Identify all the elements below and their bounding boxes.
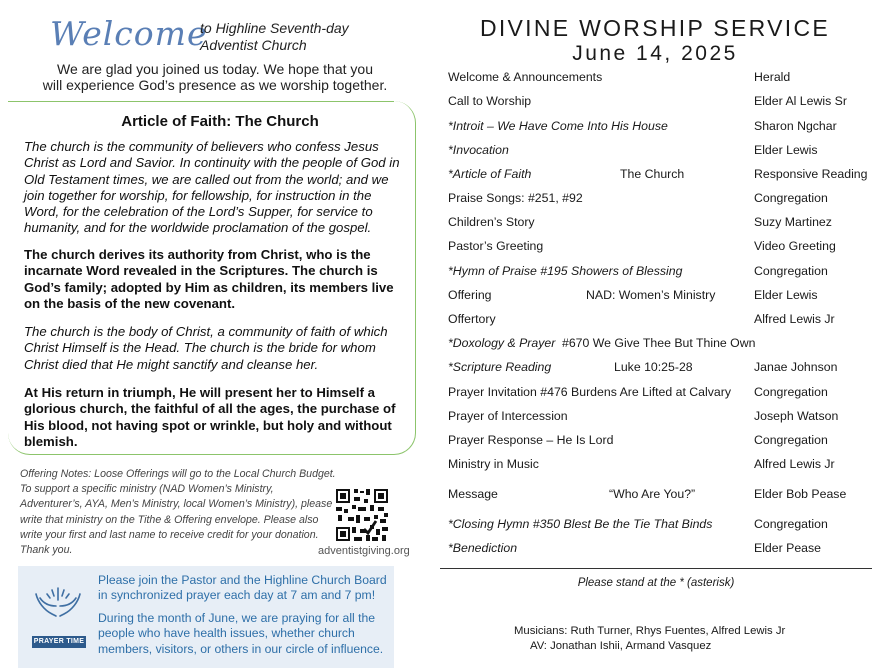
service-detail: Luke 10:25-28 xyxy=(614,360,693,374)
service-leader: Alfred Lewis Jr xyxy=(754,457,835,471)
service-leader: Janae Johnson xyxy=(754,360,838,374)
service-item: Offertory xyxy=(448,312,496,326)
prayer-paragraph-1: Please join the Pastor and the Highline Church Board in synchronized prayer each day at 7 am and 7 pm! xyxy=(98,573,387,603)
service-row xyxy=(448,336,873,354)
service-row xyxy=(448,167,873,185)
service-item: *Scripture Reading xyxy=(448,360,552,374)
service-leader: Elder Lewis xyxy=(754,143,818,157)
service-leader: Video Greeting xyxy=(754,239,836,253)
service-leader: Herald xyxy=(754,70,791,84)
service-row xyxy=(448,541,873,559)
service-row xyxy=(448,385,873,403)
service-row xyxy=(448,239,873,257)
welcome-message xyxy=(20,61,410,93)
service-row xyxy=(448,215,873,233)
service-item: Praise Songs: #251, #92 xyxy=(448,191,583,205)
service-leader: Congregation xyxy=(754,433,828,447)
service-row xyxy=(448,191,873,209)
service-item: *Introit – We Have Come Into His House xyxy=(448,119,668,133)
service-leader: Elder Bob Pease xyxy=(754,487,847,501)
service-item: Ministry in Music xyxy=(448,457,539,471)
service-item: Children’s Story xyxy=(448,215,535,229)
service-leader: Elder Lewis xyxy=(754,288,818,302)
service-leader: Joseph Watson xyxy=(754,409,839,423)
service-item: Prayer Invitation #476 Burdens Are Lifted at Calvary xyxy=(448,385,731,399)
service-leader: Suzy Martinez xyxy=(754,215,832,229)
service-leader: Congregation xyxy=(754,385,828,399)
service-row xyxy=(448,143,873,161)
service-row xyxy=(448,94,873,112)
service-item: *Benediction xyxy=(448,541,518,555)
giving-url[interactable]: adventistgiving.org xyxy=(318,545,410,557)
service-row xyxy=(448,312,873,330)
divider xyxy=(440,568,872,569)
service-row xyxy=(448,487,873,505)
article-title: Article of Faith: The Church xyxy=(121,113,319,130)
service-row xyxy=(448,288,873,306)
prayer-paragraph-2: During the month of June, we are praying for all the people who have health issues, whether church members, visitors, or others in our circle of influence. xyxy=(98,611,384,656)
prayer-time-badge: PRAYER TIME xyxy=(32,636,86,648)
service-item: Call to Worship xyxy=(448,94,532,108)
service-item: *Article of Faith xyxy=(448,167,532,181)
service-title: DIVINE WORSHIP SERVICE xyxy=(479,15,831,41)
service-item: Message xyxy=(448,487,498,501)
service-leader: Alfred Lewis Jr xyxy=(754,312,835,326)
welcome-subtitle-line1: to Highline Seventh-day xyxy=(200,20,349,36)
service-item: Welcome & Announcements xyxy=(448,70,603,84)
service-leader: Sharon Ngchar xyxy=(754,119,837,133)
service-item: *Hymn of Praise #195 Showers of Blessing xyxy=(448,264,683,278)
article-paragraph-4: At His return in triumph, He will present her to Himself a glorious church, the faithful of all the ages, the purchase of His blood, not having spot or wrinkle, but holy and without blemish. xyxy=(24,385,396,449)
service-detail: #670 We Give Thee But Thine Own xyxy=(562,336,756,350)
service-detail: NAD: Women’s Ministry xyxy=(586,288,716,302)
service-detail: “Who Are You?” xyxy=(609,487,696,501)
service-row xyxy=(448,70,873,88)
service-row xyxy=(448,457,873,475)
service-item: *Doxology & Prayer xyxy=(448,336,556,350)
welcome-subtitle xyxy=(200,20,349,54)
service-leader: Responsive Reading xyxy=(754,167,868,181)
service-leader: Congregation xyxy=(754,264,828,278)
offering-notes: Offering Notes: Loose Offerings will go to the Local Church Budget. To support a specific ministry (NAD Women’s Ministry, Adventurer’s, AYA, Men’s Ministry, local Women’s Ministry), please write that ministry on the Tithe & Offering envelope. Please also write your first and last name to receive credit for your donation. Thank you. xyxy=(20,468,336,557)
service-item: *Closing Hymn #350 Blest Be the Tie That Binds xyxy=(448,517,713,531)
service-row xyxy=(448,264,873,282)
welcome-word: Welcome xyxy=(50,14,208,53)
av-line: AV: Jonathan Ishii, Armand Vasquez xyxy=(530,640,712,652)
service-detail: The Church xyxy=(620,167,685,181)
credits xyxy=(514,624,785,654)
welcome-subtitle-line2: Adventist Church xyxy=(200,37,307,53)
service-item: Prayer Response – He Is Lord xyxy=(448,433,614,447)
service-row xyxy=(448,517,873,535)
article-paragraph-3: The church is the body of Christ, a community of faith of which Christ Himself is the Head. The church is the bride for whom Christ died that He might sanctify and cleanse her. xyxy=(24,324,388,372)
musicians-line: Musicians: Ruth Turner, Rhys Fuentes, Alfred Lewis Jr xyxy=(514,625,786,637)
service-row xyxy=(448,360,873,378)
stand-note: Please stand at the * (asterisk) xyxy=(577,577,735,589)
service-leader: Congregation xyxy=(754,191,828,205)
qr-code-icon[interactable] xyxy=(334,487,390,543)
article-paragraph-2: The church derives its authority from Christ, who is the incarnate Word revealed in the Scriptures. The church is God’s family; adopted by Him as children, its members live on the basis of the new covenant. xyxy=(24,247,394,311)
service-row xyxy=(448,409,873,427)
service-leader: Elder Al Lewis Sr xyxy=(754,94,847,108)
welcome-message-line2: will experience God’s presence as we worship together. xyxy=(42,77,388,93)
service-item: Prayer of Intercession xyxy=(448,409,568,423)
service-row xyxy=(448,119,873,137)
service-date: June 14, 2025 xyxy=(572,42,738,65)
service-item: Offering xyxy=(448,288,492,302)
service-row xyxy=(448,433,873,451)
service-leader: Congregation xyxy=(754,517,828,531)
service-item: Pastor’s Greeting xyxy=(448,239,544,253)
service-leader: Elder Pease xyxy=(754,541,821,555)
service-item: *Invocation xyxy=(448,143,509,157)
article-frame-top xyxy=(8,101,394,103)
article-paragraph-1: The church is the community of believers who confess Jesus Christ as Lord and Savior. In continuity with the people of God in Old Testament times, we are called out from the world; and we join together for worship, for fellowship, for instruction in the Word, for the celebration of the Lord’s Supper, for service to humanity, and for the worldwide proclamation of the gospel. xyxy=(24,139,400,236)
praying-hands-icon xyxy=(30,580,86,622)
welcome-message-line1: We are glad you joined us today. We hope that you xyxy=(57,61,373,77)
welcome-script-title xyxy=(50,14,208,56)
